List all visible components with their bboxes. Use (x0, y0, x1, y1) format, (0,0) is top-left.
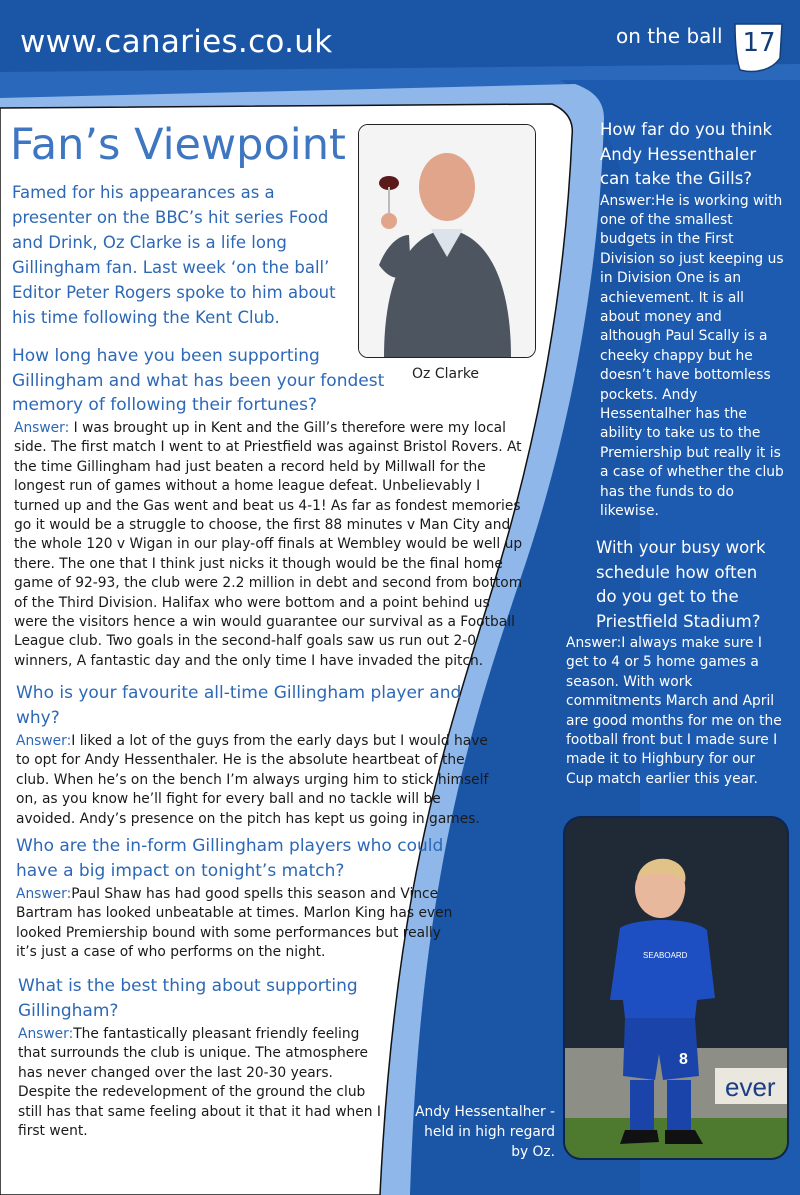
answer-label: Answer: (14, 420, 70, 436)
question-3: Who are the in-form Gillingham players who could have a big impact on tonight’s match? (16, 836, 444, 881)
question-5: How far do you think Andy Hessenthaler can take the Gills? (600, 120, 773, 188)
answer-5 (600, 192, 785, 522)
oz-clarke-photo (358, 124, 536, 358)
page-title: Fan’s Viewpoint (10, 120, 346, 170)
answer-block-6 (566, 634, 786, 789)
answer-1 (14, 419, 524, 671)
site-url: www.canaries.co.uk (20, 24, 333, 60)
answer-2-text: I liked a lot of the guys from the early days but I would have to opt for Andy Hessenthaler. He is the absolute heartbeat of the club. When he’s on the bench I’m always urging him to stick himself on, as you know he’ll fight for every ball and no tackle will be avoided. Andy’s presence on the pitch has kept us going in games. (16, 733, 489, 827)
answer-3 (16, 885, 461, 963)
qa-block-6 (596, 536, 776, 634)
qa-block-5 (600, 118, 785, 521)
board-text: ever (725, 1072, 776, 1102)
question-6: With your busy work schedule how often do you get to the Priestfield Stadium? (596, 538, 766, 631)
question-4: What is the best thing about supporting Gillingham? (18, 976, 358, 1021)
answer-5-text: He is working with one of the smallest budgets in the First Division so just keeping us in Division One is an achievement. It is all about money and although Paul Scally is a cheeky chappy but he doesn’t have bottomless pockets. Andy Hessentalher has the ability to take us to the Premiership but really it is a case of whether the club has the funds to do likewise. (600, 192, 784, 519)
question-2: Who is your favourite all-time Gillingham player and why? (16, 683, 462, 728)
answer-6 (566, 634, 786, 789)
answer-4-text: The fantastically pleasant friendly feeling that surrounds the club is unique. The atmosphere has never changed over the last 20-30 years. Despite the redevelopment of the ground the club still has that same feeling about it that it had when I first went. (18, 1026, 381, 1140)
qa-block-2 (16, 681, 501, 829)
shirt-sponsor: SEABOARD (643, 951, 688, 960)
shirt-number: 8 (679, 1051, 688, 1068)
answer-label: Answer: (600, 192, 656, 209)
answer-label: Answer: (566, 635, 622, 651)
answer-label: Answer: (16, 886, 72, 902)
answer-1-text: I was brought up in Kent and the Gill’s therefore were my local side. The first match I went to at Priestfield was against Bristol Rovers. At the time Gillingham had just beaten a record held by Millwall for the longest run of games without a home league defeat. Unbelievably I turned up and the Gas went and beat us 4-1! As far as fondest memories go it would be a struggle to choose, the first 88 minutes v Man City and the whole 120 v Wigan in our play-off finals at Wembley would be well up there. The one that I think just nicks it though would be the final home game of 92-93, the club were 2.2 million in debt and second from bottom of the Third Division. Halifax who were bottom and a point behind us were the visitors hence a win would guarantee our survival as a Football League club. Two goals in the second-half goals saw us run out 2-0 winners, A fantastic day and the only time I have invaded the pitch. (14, 420, 523, 669)
andy-photo-caption: Andy Hessentalher - held in high regard by Oz. (415, 1104, 555, 1160)
intro-paragraph: Famed for his appearances as a presenter on the BBC’s hit series Food and Drink, Oz Clarke is a life long Gillingham fan. Last week ‘on the ball’ Editor Peter Rogers spoke to him about his time following the Kent Club. (12, 183, 336, 327)
answer-2 (16, 732, 501, 829)
answer-4 (18, 1025, 383, 1141)
answer-3-text: Paul Shaw has had good spells this season and Vince Bartram has looked unbeatable at times. Marlon King has even looked Premiership bound with some performances but really it’s just a case of who performs on the night. (16, 886, 453, 961)
andy-hessenthaler-photo (563, 816, 789, 1160)
answer-6-text: I always make sure I get to 4 or 5 home games a season. With work commitments March and April are good months for me on the football front but I made sure I made it to Highbury for our Cup match earlier this year. (566, 635, 782, 787)
question-1: How long have you been supporting Gillingham and what has been your fondest memory of following their fortunes? (12, 346, 385, 415)
qa-block-1 (12, 344, 407, 418)
answer-block-1 (14, 419, 524, 671)
qa-block-3 (16, 834, 461, 963)
section-name: on the ball (616, 24, 723, 48)
answer-label: Answer: (18, 1026, 74, 1042)
oz-photo-caption: Oz Clarke (412, 366, 480, 382)
qa-block-4 (18, 974, 383, 1141)
page-number: 17 (742, 28, 776, 58)
answer-label: Answer: (16, 733, 72, 749)
